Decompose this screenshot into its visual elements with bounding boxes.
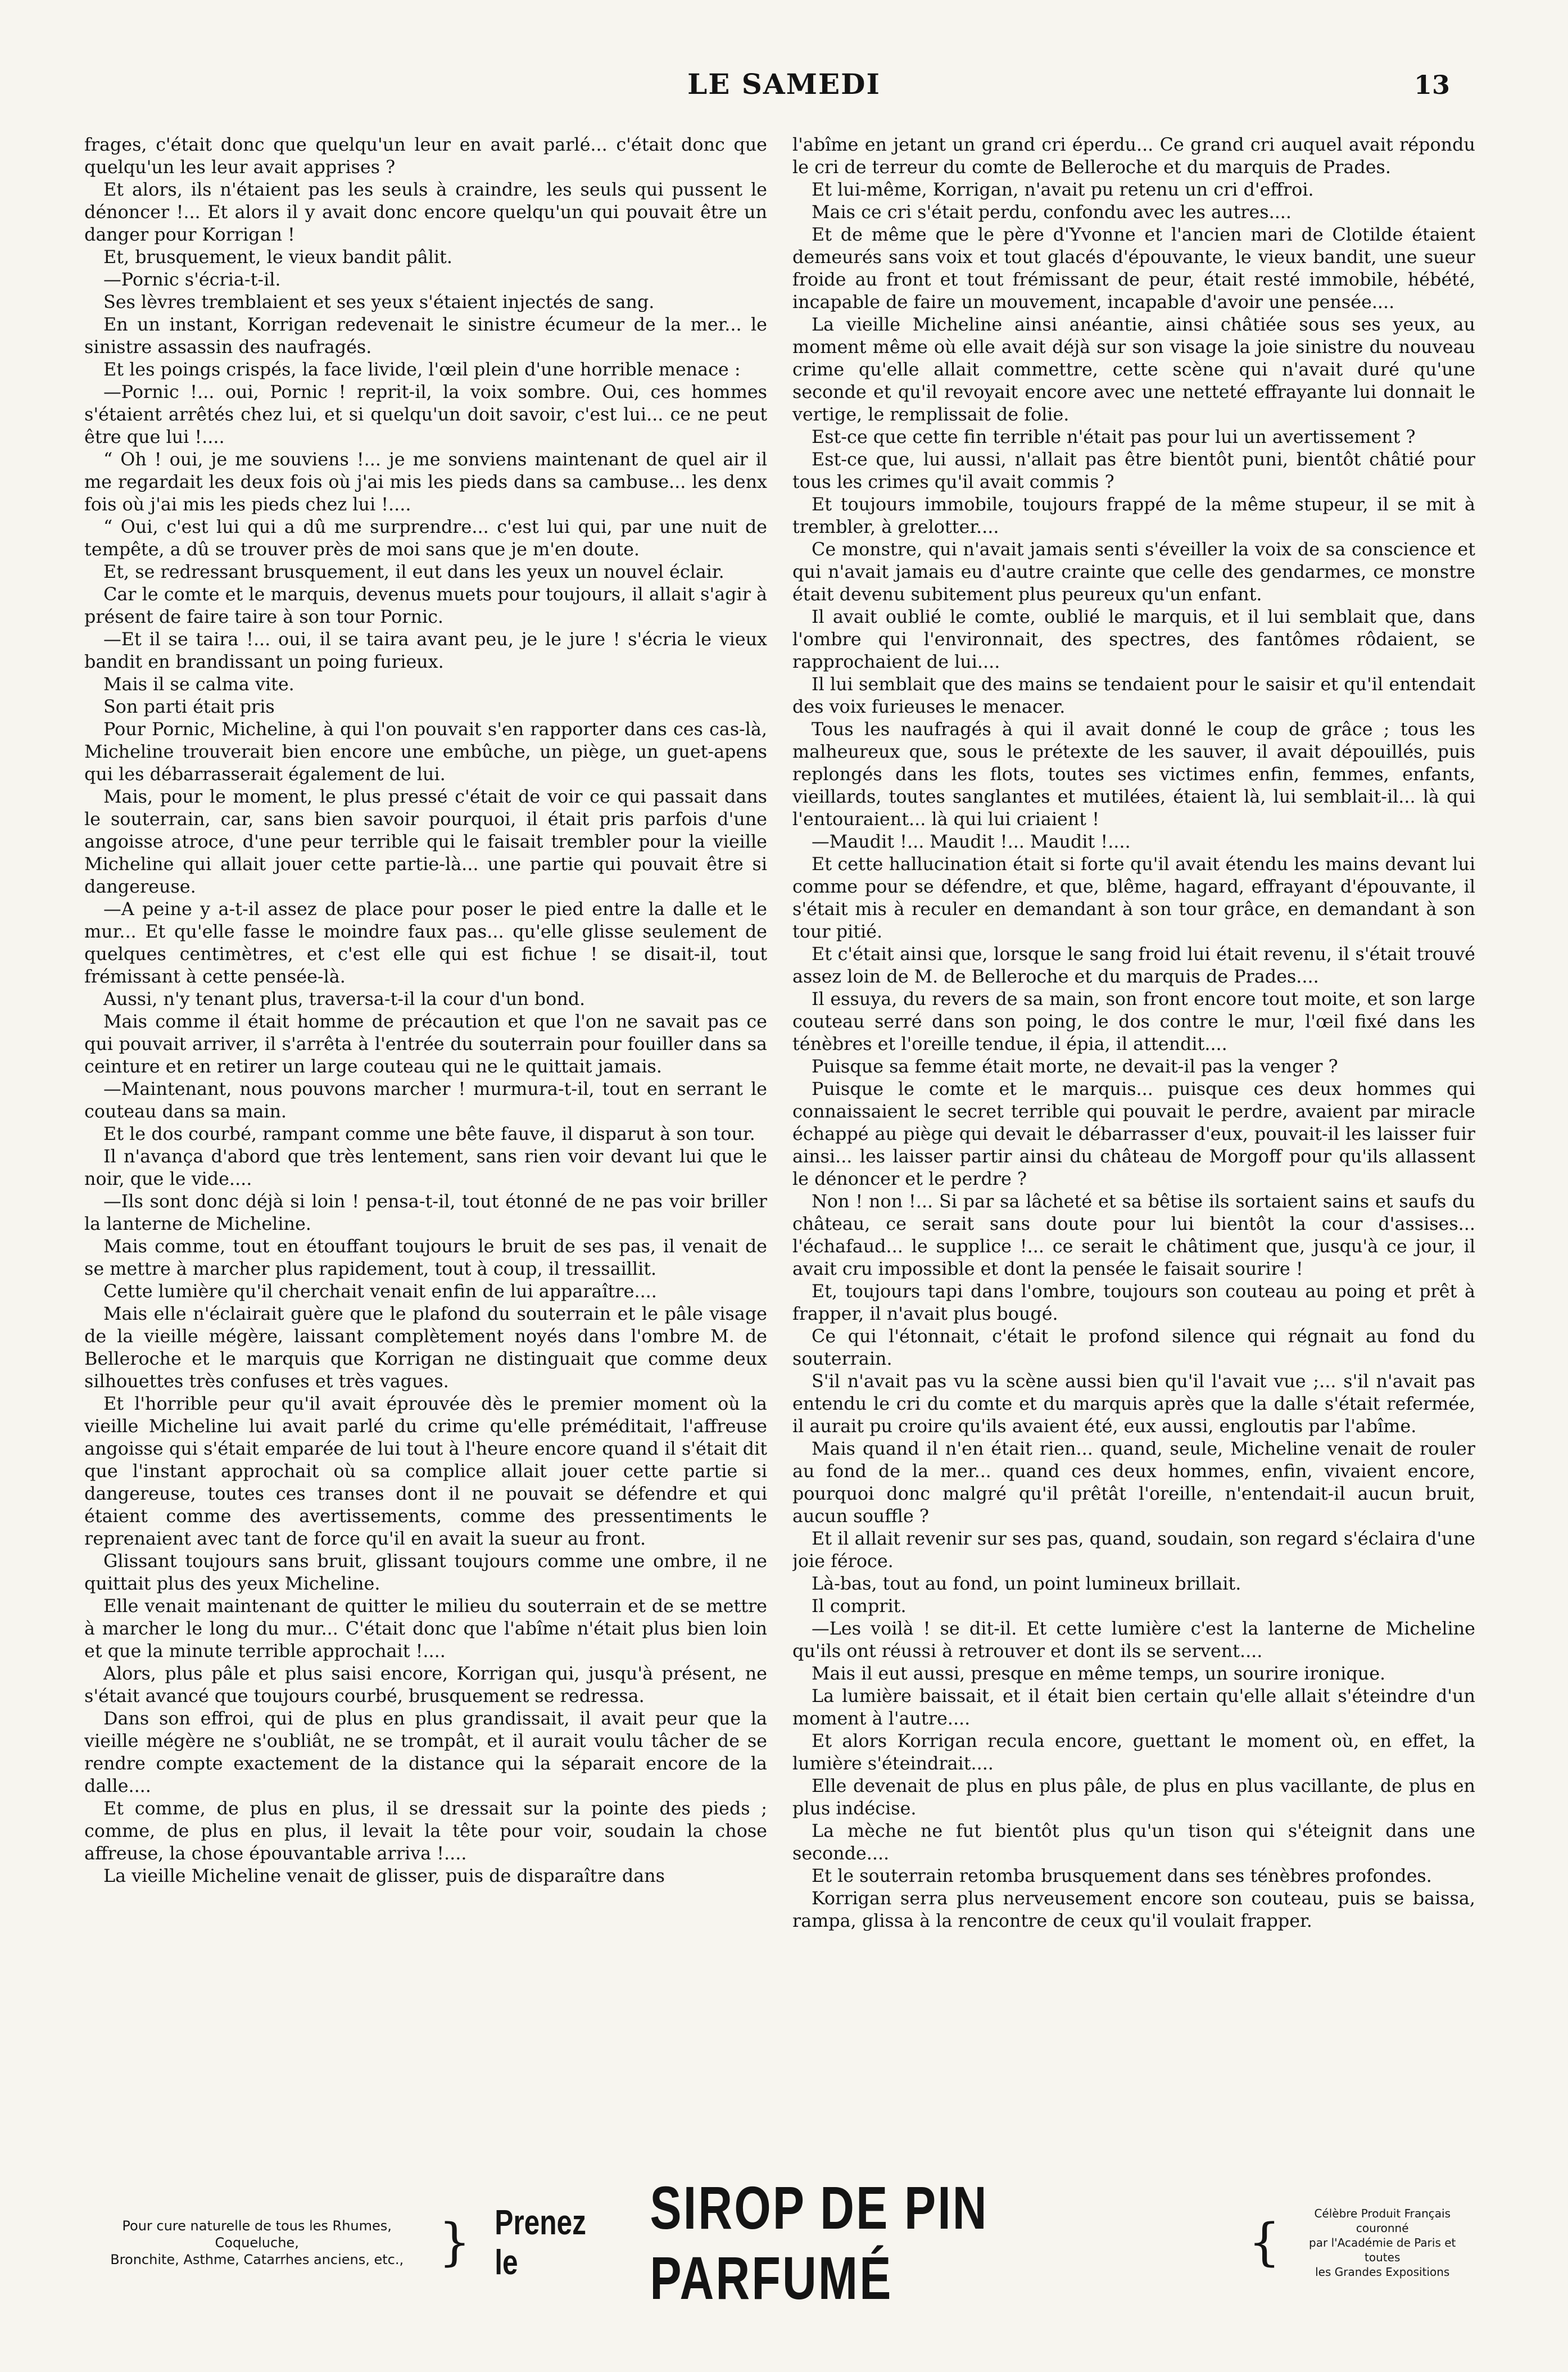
paragraph: Pour Pornic, Micheline, à qui l'on pouvait s'en rapporter dans ces cas-là, Micheline trouverait bien encore une embûche, un piège, un guet-apens qui les débarrasserait également de lui. — [84, 719, 767, 785]
paragraph: Et c'était ainsi que, lorsque le sang froid lui était revenu, il s'était trouvé assez loin de M. de Belleroche et du marquis de Prades.... — [792, 944, 1475, 987]
paragraph: Et, brusquement, le vieux bandit pâlit. — [103, 247, 452, 268]
page-header — [0, 67, 1568, 112]
ad-product-name: SIROP DE PIN PARFUMÉ — [650, 2174, 989, 2312]
paragraph: Mais comme il était homme de précaution et que l'on ne savait pas ce qui pouvait arriver, il s'arrêta à l'entrée du souterrain pour fouiller dans sa ceinture et en retirer un large couteau qui ne le quittait jamais. — [84, 1011, 767, 1077]
ad-right-line-1: Célèbre Produit Français couronné — [1314, 2207, 1451, 2235]
paragraph: Ce monstre, qui n'avait jamais senti s'éveiller la voix de sa conscience et qui n'avait jamais eu d'autre crainte que celle des gendarmes, ce monstre était devenu subitement plus peureux qu'un enfant. — [792, 539, 1475, 605]
paragraph: Et le dos courbé, rampant comme une bête fauve, il disparut à son tour. — [103, 1124, 755, 1144]
paragraph: Mais ce cri s'était perdu, confondu avec les autres.... — [812, 202, 1292, 223]
paragraph: Et le souterrain retomba brusquement dans ses ténèbres profondes. — [812, 1866, 1432, 1886]
paragraph: Car le comte et le marquis, devenus muets pour toujours, il allait s'agir à présent de faire taire à son tour Pornic. — [84, 584, 767, 627]
ad-left-line-2: Bronchite, Asthme, Catarrhes anciens, etc., — [110, 2252, 404, 2267]
paragraph: —Et il se taira !... oui, il se taira avant peu, je le jure ! s'écria le vieux bandit en brandissant un poing furieux. — [84, 629, 767, 672]
paragraph: Ce qui l'étonnait, c'était le profond silence qui régnait au fond du souterrain. — [792, 1326, 1475, 1369]
paragraph: Alors, plus pâle et plus saisi encore, Korrigan qui, jusqu'à présent, ne s'était avancé que toujours courbé, brusquement se redressa. — [84, 1663, 767, 1706]
paragraph: Mais, pour le moment, le plus pressé c'était de voir ce qui passait dans le souterrain, car, sans bien savoir pourquoi, il était pris parfois d'une angoisse atroce, d'une peur terrible qui le faisait trembler pour la vieille Micheline qui allait jouer cette partie-là... une partie qui pouvait être si dangereuse. — [84, 786, 767, 897]
paragraph: Elle devenait de plus en plus pâle, de plus en plus vacillante, de plus en plus indécise. — [792, 1776, 1475, 1819]
paragraph: Il n'avança d'abord que très lentement, sans rien voir devant lui que le noir, que le vide.... — [84, 1146, 767, 1189]
paragraph: “ Oui, c'est lui qui a dû me surprendre... c'est lui qui, par une nuit de tempête, a dû se trouver près de moi sans que je m'en doute. — [84, 517, 767, 560]
ad-left-line-1: Pour cure naturelle de tous les Rhumes, Coqueluche, — [122, 2218, 392, 2251]
paragraph: Cette lumière qu'il cherchait venait enfin de lui apparaître.... — [103, 1281, 657, 1302]
paragraph: Et toujours immobile, toujours frappé de la même stupeur, il se mit à trembler, à grelotter.... — [792, 494, 1475, 537]
journal-title: LE SAMEDI — [687, 67, 881, 101]
ad-right-text — [1289, 2206, 1475, 2279]
paragraph: Non ! non !... Si par sa lâcheté et sa bêtise ils sortaient sains et saufs du château, ce serait sans doute pour lui bientôt la cour d'assises... l'échafaud... le supplice !... ce serait le châtiment que, jusqu'à ce jour, il avait cru impossible et dont la pensée le faisait sourire ! — [792, 1191, 1475, 1279]
paragraph: Il lui semblait que des mains se tendaient pour le saisir et qu'il entendait des voix furieuses le menacer. — [792, 674, 1475, 717]
left-column — [84, 134, 767, 2084]
paragraph: —Les voilà ! se dit-il. Et cette lumière c'est la lanterne de Micheline qu'ils ont réussi à retrouver et dont ils se servent.... — [792, 1618, 1475, 1662]
paragraph: Et lui-même, Korrigan, n'avait pu retenu un cri d'effroi. — [812, 179, 1314, 200]
paragraph: Et, se redressant brusquement, il eut dans les yeux un nouvel éclair. — [103, 562, 724, 582]
paragraph: Puisque sa femme était morte, ne devait-il pas la venger ? — [812, 1056, 1338, 1077]
paragraph: Puisque le comte et le marquis... puisque ces deux hommes qui connaissaient le secret terrible qui pouvait le perdre, avaient par miracle échappé au piège qui devait le débarrasser d'eux, pouvait-il les laisser fuir ainsi... les laisser partir ainsi du château de Morgoff pour qu'ils allassent le dénoncer et le perdre ? — [792, 1079, 1475, 1189]
paragraph: Mais comme, tout en étouffant toujours le bruit de ses pas, il venait de se mettre à marcher plus rapidement, tout à coup, il tressaillit. — [84, 1236, 767, 1279]
paragraph: Est-ce que cette fin terrible n'était pas pour lui un avertissement ? — [812, 427, 1416, 447]
paragraph: Et il allait revenir sur ses pas, quand, soudain, son regard s'éclaira d'une joie féroce. — [792, 1528, 1475, 1572]
paragraph: —A peine y a-t-il assez de place pour poser le pied entre la dalle et le mur... Et qu'elle fasse le moindre faux pas... qu'elle glisse seulement de quelques centimètres, et c'est elle qui est fichue ! se disait-il, tout frémissant à cette pensée-là. — [84, 899, 767, 987]
paragraph: Et les poings crispés, la face livide, l'œil plein d'une horrible menace : — [103, 359, 741, 380]
paragraph: Mais il se calma vite. — [103, 674, 294, 695]
paragraph: Tous les naufragés à qui il avait donné le coup de grâce ; tous les malheureux que, sous le prétexte de les sauver, il avait dépouillés, puis replongés dans les flots, toutes ses victimes enfin, femmes, enfants, vieillards, toutes sanglantes et mutilées, étaient là, lui semblait-il... là qui l'entouraient... là qui lui criaient ! — [792, 719, 1475, 830]
paragraph: Mais quand il n'en était rien... quand, seule, Micheline venait de rouler au fond de la mer... quand ces deux hommes, enfin, vivaient encore, pourquoi donc malgré qu'il prêtât l'oreille, n'entendait-il aucun bruit, aucun souffle ? — [792, 1438, 1475, 1527]
paragraph: Dans son effroi, qui de plus en plus grandissait, il avait peur que la vieille mégère ne s'oubliât, ne se trompât, et il aurait voulu tâcher de se rendre compte exactement de la distance qui la séparait encore de la dalle.... — [84, 1708, 767, 1796]
paragraph: Et cette hallucination était si forte qu'il avait étendu les mains devant lui comme pour se défendre, et que, blême, hagard, effrayant d'épouvante, il s'était mis à reculer en demandant à son tour grâce, en demandant à son tour pitié. — [792, 854, 1475, 942]
syrup-advertisement — [84, 2174, 1475, 2312]
paragraph: La mèche ne fut bientôt plus qu'un tison qui s'éteignit dans une seconde.... — [792, 1821, 1475, 1864]
paragraph: La lumière baissait, et il était bien certain qu'elle allait s'éteindre d'un moment à l'autre.... — [792, 1686, 1475, 1729]
paragraph: Mais il eut aussi, presque en même temps, un sourire ironique. — [812, 1663, 1386, 1684]
right-column — [792, 134, 1475, 2084]
ad-right-line-2: par l'Académie de Paris et toutes — [1309, 2236, 1456, 2264]
paragraph: Il comprit. — [812, 1596, 907, 1617]
paragraph: —Maintenant, nous pouvons marcher ! murmura-t-il, tout en serrant le couteau dans sa main. — [84, 1079, 767, 1122]
paragraph: Et alors, ils n'étaient pas les seuls à craindre, les seuls qui pussent le dénoncer !... Et alors il y avait donc encore quelqu'un qui pouvait être un danger pour Korrigan ! — [84, 179, 767, 245]
paragraph: —Maudit !... Maudit !... Maudit !.... — [812, 831, 1131, 852]
paragraph: Son parti était pris — [103, 696, 275, 717]
paragraph: Mais elle n'éclairait guère que le plafond du souterrain et le pâle visage de la vieille mégère, laissant complètement noyés dans l'ombre M. de Belleroche et le marquis que Korrigan ne distinguait que comme deux silhouettes très confuses et très vagues. — [84, 1303, 767, 1392]
paragraph: Est-ce que, lui aussi, n'allait pas être bientôt puni, bientôt châtié pour tous les crimes qu'il avait commis ? — [792, 449, 1475, 492]
ad-right-line-3: les Grandes Expositions — [1315, 2265, 1450, 2279]
paragraph: Il essuya, du revers de sa main, son front encore tout moite, et son large couteau serré dans son poing, le dos contre le mur, l'œil fixé dans les ténèbres et l'oreille tendue, il épia, il attendit.... — [792, 989, 1475, 1054]
paragraph: En un instant, Korrigan redevenait le sinistre écumeur de la mer... le sinistre assassin des naufragés. — [84, 314, 767, 357]
paragraph: Glissant toujours sans bruit, glissant toujours comme une ombre, il ne quittait plus des yeux Micheline. — [84, 1551, 767, 1594]
paragraph: “ Oh ! oui, je me souviens !... je me sonviens maintenant de quel air il me regardait les deux fois où j'ai mis les pieds dans sa cambuse... les denx fois où j'ai mis les pieds chez lui !.... — [84, 449, 767, 515]
paragraph: —Pornic s'écria-t-il. — [103, 269, 281, 290]
paragraph: frages, c'était donc que quelqu'un leur en avait parlé... c'était donc que quelqu'un les leur avait apprises ? — [84, 134, 767, 178]
paragraph: Aussi, n'y tenant plus, traversa-t-il la cour d'un bond. — [103, 989, 586, 1010]
paragraph: Et alors Korrigan recula encore, guettant le moment où, en effet, la lumière s'éteindrait.... — [792, 1731, 1475, 1774]
paragraph: Là-bas, tout au fond, un point lumineux brillait. — [812, 1573, 1241, 1594]
paragraph: S'il n'avait pas vu la scène aussi bien qu'il l'avait vue ;... s'il n'avait pas entendu le cri du comte et du marquis après que la dalle s'était refermée, il aurait pu croire qu'ils avaient été, eux aussi, engloutis par l'abîme. — [792, 1371, 1475, 1437]
paragraph: Il avait oublié le comte, oublié le marquis, et il lui semblait que, dans l'ombre qui l'environnait, des spectres, des fantômes rôdaient, se rapprochaient de lui.... — [792, 606, 1475, 672]
paragraph: —Pornic !... oui, Pornic ! reprit-il, la voix sombre. Oui, ces hommes s'étaient arrêtés chez lui, et si quelqu'un doit savoir, c'est lui... ce ne peut être que lui !.... — [84, 382, 767, 447]
paragraph: Elle venait maintenant de quitter le milieu du souterrain et de se mettre à marcher le long du mur... C'était donc que l'abîme n'était plus bien loin et que la minute terrible approchait !.... — [84, 1596, 767, 1662]
right-brace-icon: } — [438, 2213, 471, 2272]
paragraph: La vieille Micheline ainsi anéantie, ainsi châtiée sous ses yeux, au moment même où elle avait déjà sur son visage la joie sinistre du nouveau crime qu'elle allait commettre, cette scène qui n'avait duré qu'une seconde et qu'il revoyait encore avec une netteté effrayante lui donnait le vertige, le remplissait de folie. — [792, 314, 1475, 425]
paragraph: Et de même que le père d'Yvonne et l'ancien mari de Clotilde étaient demeurés sans voix et tout glacés d'épouvante, le vieux bandit, une sueur froide au front et tout frémissant de peur, était resté immobile, hébété, incapable de faire un mouvement, incapable d'avoir une pensée.... — [792, 224, 1475, 313]
paragraph: Korrigan serra plus nerveusement encore son couteau, puis se baissa, rampa, glissa à la rencontre de ceux qu'il voulait frapper. — [792, 1888, 1475, 1931]
ad-left-text — [84, 2217, 429, 2268]
paragraph: Ses lèvres tremblaient et ses yeux s'étaient injectés de sang. — [103, 292, 655, 313]
ad-prenez-text: Prenez le — [494, 2203, 586, 2282]
paragraph: Et, toujours tapi dans l'ombre, toujours son couteau au poing et prêt à frapper, il n'avait plus bougé. — [792, 1281, 1475, 1324]
paragraph: Et l'horrible peur qu'il avait éprouvée dès le premier moment où la vieille Micheline lui avait parlé du crime qu'elle préméditait, l'affreuse angoisse qui s'était emparée de lui tout à l'heure encore quand il s'était dit que l'instant approchait où sa complice allait jouer cette partie si dangereuse, toutes ces transes dont il ne pouvait se défendre et qui étaient comme des avertissements, comme des pressentiments le reprenaient avec tant de force qu'il en avait la sueur au front. — [84, 1393, 767, 1549]
paragraph: l'abîme en jetant un grand cri éperdu... Ce grand cri auquel avait répondu le cri de terreur du comte de Belleroche et du marquis de Prades. — [792, 134, 1475, 178]
left-brace-icon: { — [1248, 2213, 1281, 2272]
paragraph: —Ils sont donc déjà si loin ! pensa-t-il, tout étonné de ne pas voir briller la lanterne de Micheline. — [84, 1191, 767, 1234]
page-number: 13 — [1413, 70, 1450, 100]
paragraph: La vieille Micheline venait de glisser, puis de disparaître dans — [103, 1866, 665, 1886]
paragraph: Et comme, de plus en plus, il se dressait sur la pointe des pieds ; comme, de plus en plus, il levait la tête pour voir, soudain la chose affreuse, la chose épouvantable arriva !.... — [84, 1798, 767, 1864]
